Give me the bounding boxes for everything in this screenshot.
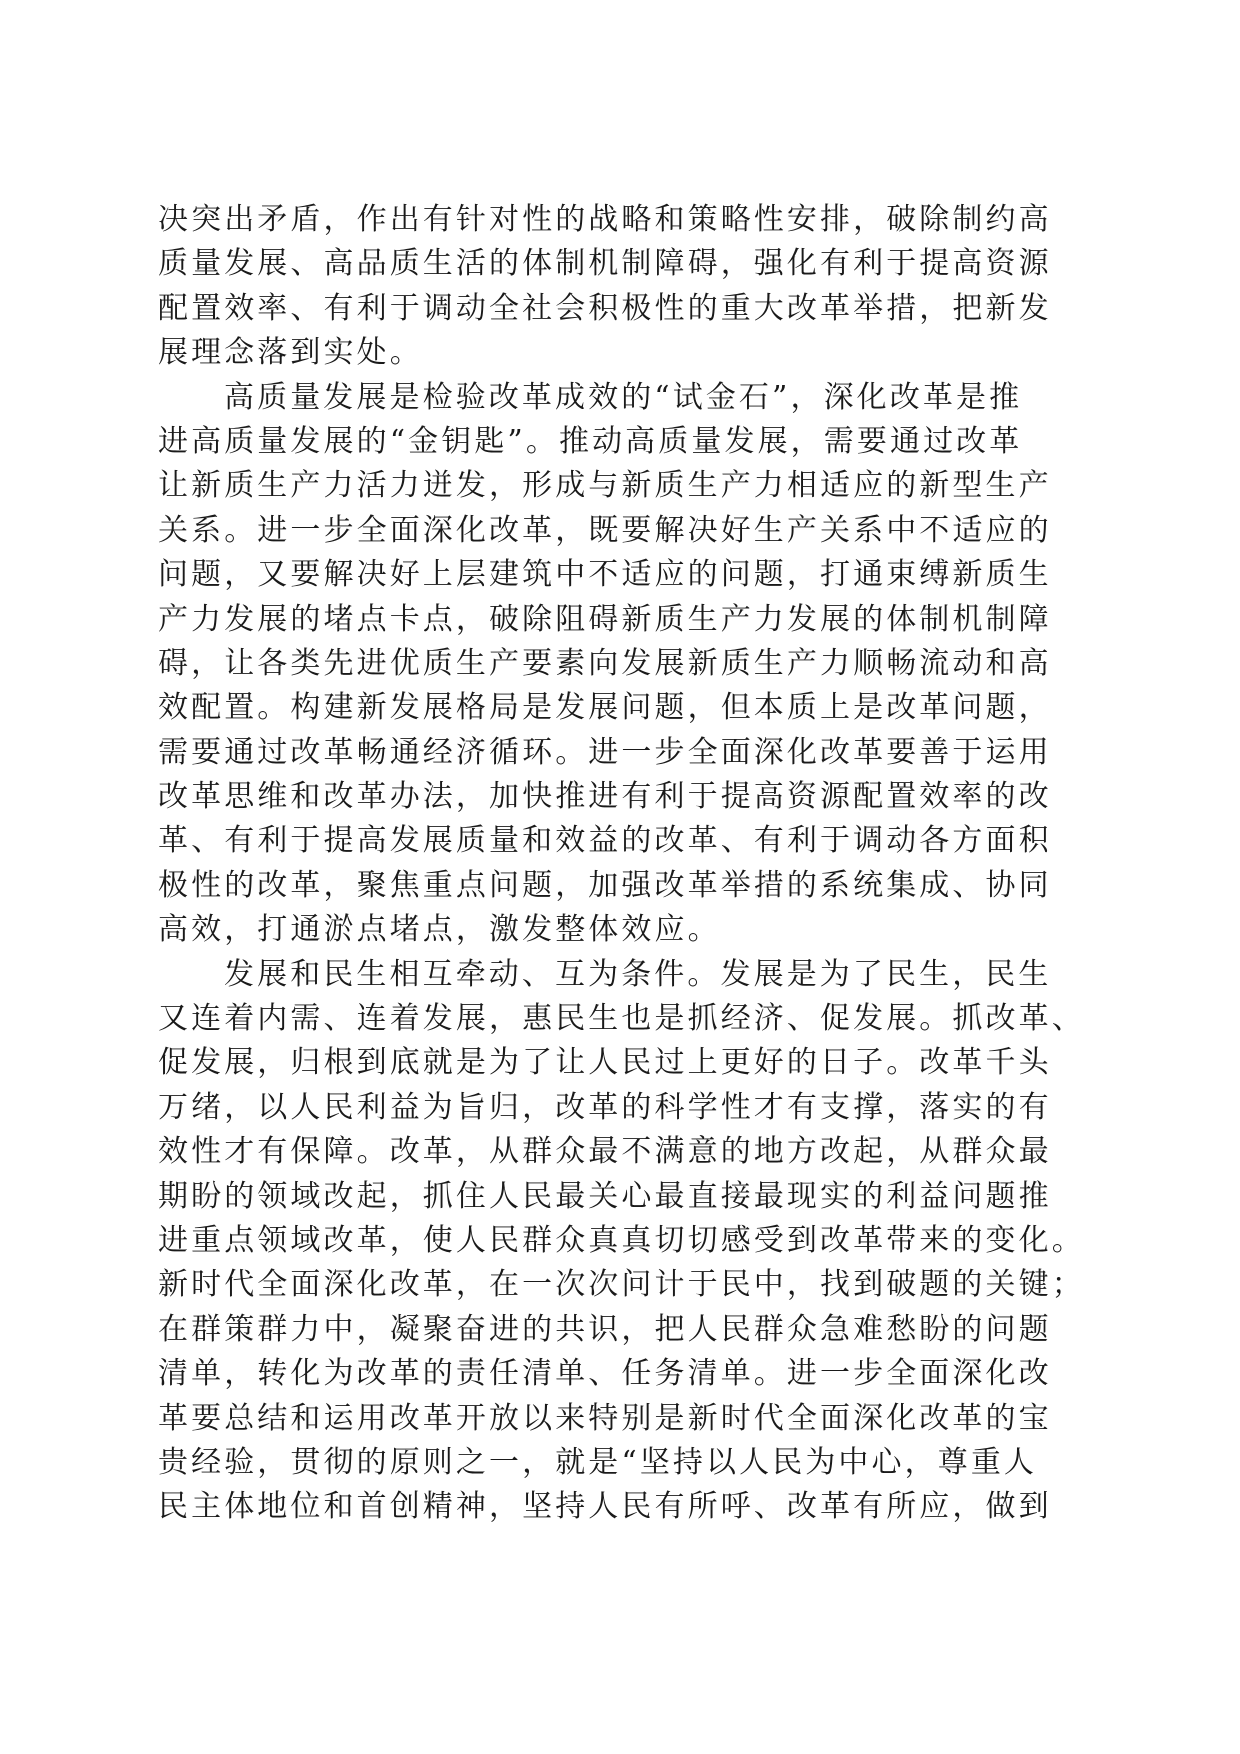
paragraph-2-line: 关系。进一步全面深化改革，既要解决好生产关系中不适应的: [158, 512, 1052, 548]
paragraph-2-line: 产力发展的堵点卡点，破除阻碍新质生产力发展的体制机制障: [158, 601, 1052, 637]
paragraph-2-line: 需要通过改革畅通经济循环。进一步全面深化改革要善于运用: [158, 734, 1052, 770]
paragraph-3-line: 新时代全面深化改革，在一次次问计于民中，找到破题的关键；: [158, 1267, 1085, 1303]
paragraph-3-line: 革要总结和运用改革开放以来特别是新时代全面深化改革的宝: [158, 1400, 1052, 1436]
paragraph-2-line: 碍，让各类先进优质生产要素向发展新质生产力顺畅流动和高: [158, 645, 1052, 681]
paragraph-2-line: 高质量发展是检验改革成效的“试金石”，深化改革是推: [224, 379, 1023, 415]
paragraph-2-line: 问题，又要解决好上层建筑中不适应的问题，打通束缚新质生: [158, 557, 1052, 593]
paragraph-3-line: 期盼的领域改起，抓住人民最关心最直接最现实的利益问题推: [158, 1178, 1052, 1214]
paragraph-2-line: 高效，打通淤点堵点，激发整体效应。: [158, 912, 721, 948]
paragraph-3-line: 万绪，以人民利益为旨归，改革的科学性才有支撑，落实的有: [158, 1089, 1052, 1125]
paragraph-3-line: 效性才有保障。改革，从群众最不满意的地方改起，从群众最: [158, 1134, 1052, 1170]
paragraph-1-line: 展理念落到实处。: [158, 335, 423, 371]
paragraph-3-line: 促发展，归根到底就是为了让人民过上更好的日子。改革千头: [158, 1045, 1052, 1081]
paragraph-3-line: 贵经验，贯彻的原则之一，就是“坚持以人民为中心，尊重人: [158, 1444, 1038, 1480]
paragraph-3-line: 民主体地位和首创精神，坚持人民有所呼、改革有所应，做到: [158, 1489, 1052, 1525]
paragraph-2-line: 让新质生产力活力迸发，形成与新质生产力相适应的新型生产: [158, 468, 1052, 504]
paragraph-3-line: 清单，转化为改革的责任清单、任务清单。进一步全面深化改: [158, 1356, 1052, 1392]
paragraph-3-line: 又连着内需、连着发展，惠民生也是抓经济、促发展。抓改革、: [158, 1001, 1085, 1037]
paragraph-3-line: 发展和民生相互牵动、互为条件。发展是为了民生，民生: [224, 956, 1052, 992]
paragraph-2-line: 革、有利于提高发展质量和效益的改革、有利于调动各方面积: [158, 823, 1052, 859]
paragraph-2-line: 效配置。构建新发展格局是发展问题，但本质上是改革问题，: [158, 690, 1052, 726]
paragraph-1-line: 质量发展、高品质生活的体制机制障碍，强化有利于提高资源: [158, 246, 1052, 282]
body-text: [158, 198, 1085, 1530]
paragraph-1-line: 配置效率、有利于调动全社会积极性的重大改革举措，把新发: [158, 290, 1052, 326]
paragraph-1-line: 决突出矛盾，作出有针对性的战略和策略性安排，破除制约高: [158, 202, 1052, 237]
paragraph-2-line: 改革思维和改革办法，加快推进有利于提高资源配置效率的改: [158, 779, 1052, 815]
paragraph-3-line: 在群策群力中，凝聚奋进的共识，把人民群众急难愁盼的问题: [158, 1311, 1052, 1347]
paragraph-3-line: 进重点领域改革，使人民群众真真切切感受到改革带来的变化。: [158, 1222, 1085, 1258]
paragraph-2-line: 进高质量发展的“金钥匙”。推动高质量发展，需要通过改革: [158, 423, 1023, 459]
paragraph-2-line: 极性的改革，聚焦重点问题，加强改革举措的系统集成、协同: [158, 867, 1052, 903]
